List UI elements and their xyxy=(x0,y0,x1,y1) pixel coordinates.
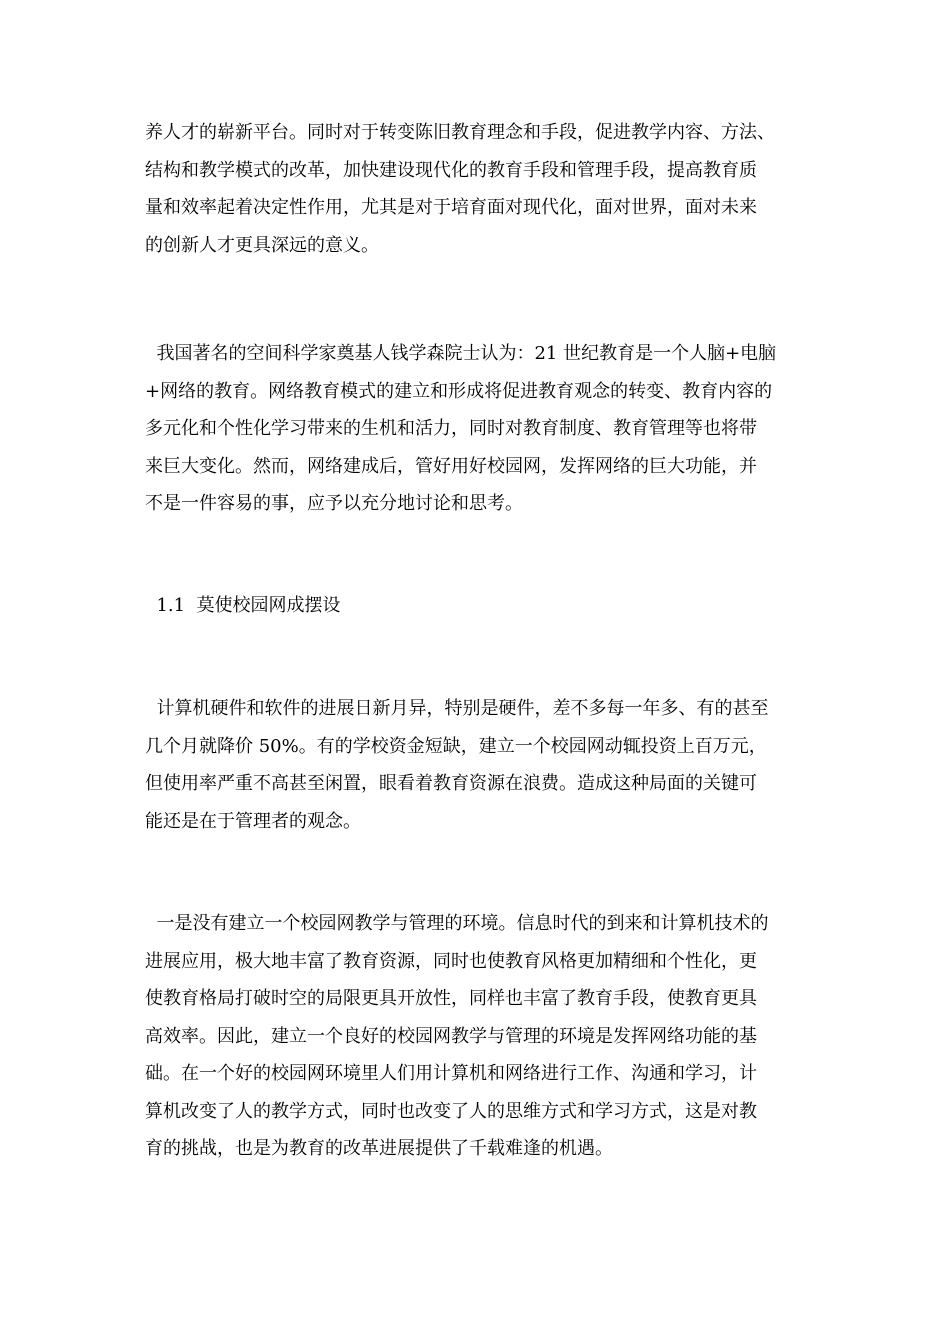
paragraph-line: 使教育格局打破时空的局限更具开放性，同样也丰富了教育手段，使教育更具 xyxy=(145,988,757,1009)
paragraph-line: 我国著名的空间科学家奠基人钱学森院士认为：21 世纪教育是一个人脑+电脑 xyxy=(145,343,777,364)
paragraph-line: 高效率。因此，建立一个良好的校园网教学与管理的环境是发挥网络功能的基 xyxy=(145,1025,757,1047)
paragraph-line: 来巨大变化。然而，网络建成后，管好用好校园网，发挥网络的巨大功能，并 xyxy=(145,455,757,477)
paragraph-line: 的创新人才更具深远的意义。 xyxy=(145,234,379,256)
paragraph-line: 不是一件容易的事，应予以充分地讨论和思考。 xyxy=(145,493,523,514)
paragraph-line: 计算机硬件和软件的进展日新月异，特别是硬件，差不多每一年多、有的甚至 xyxy=(145,698,769,719)
paragraph-4 xyxy=(145,905,807,1168)
paragraph-line: +网络的教育。网络教育模式的建立和形成将促进教育观念的转变、教育内容的 xyxy=(145,380,773,402)
paragraph-line: 能还是在于管理者的观念。 xyxy=(145,810,361,832)
paragraph-line: 几个月就降价 50%。有的学校资金短缺，建立一个校园网动辄投资上百万元， xyxy=(145,735,767,757)
paragraph-line: 进展应用，极大地丰富了教育资源，同时也使教育风格更加精细和个性化，更 xyxy=(145,950,757,972)
paragraph-line: 础。在一个好的校园网环境里人们用计算机和网络进行工作、沟通和学习，计 xyxy=(145,1063,757,1084)
paragraph-line: 多元化和个性化学习带来的生机和活力，同时对教育制度、教育管理等也将带 xyxy=(145,418,757,439)
paragraph-line: 算机改变了人的教学方式，同时也改变了人的思维方式和学习方式，这是对教 xyxy=(145,1100,757,1122)
paragraph-line: 结构和教学模式的改革，加快建设现代化的教育手段和管理手段，提高教育质 xyxy=(145,159,757,181)
paragraph-1 xyxy=(145,114,807,264)
paragraph-line: 但使用率严重不高甚至闲置，眼看着教育资源在浪费。造成这种局面的关键可 xyxy=(145,773,757,794)
paragraph-2 xyxy=(145,335,807,523)
paragraph-line: 一是没有建立一个校园网教学与管理的环境。信息时代的到来和计算机技术的 xyxy=(145,913,769,934)
section-heading-1-1: 1.1 莫使校园网成摆设 xyxy=(145,595,341,616)
paragraph-3 xyxy=(145,690,807,840)
paragraph-line: 养人才的崭新平台。同时对于转变陈旧教育理念和手段，促进教学内容、方法、 xyxy=(145,122,775,143)
paragraph-line: 量和效率起着决定性作用，尤其是对于培育面对现代化，面对世界，面对未来 xyxy=(145,197,757,218)
paragraph-line: 育的挑战，也是为教育的改革进展提供了千载难逢的机遇。 xyxy=(145,1138,613,1159)
